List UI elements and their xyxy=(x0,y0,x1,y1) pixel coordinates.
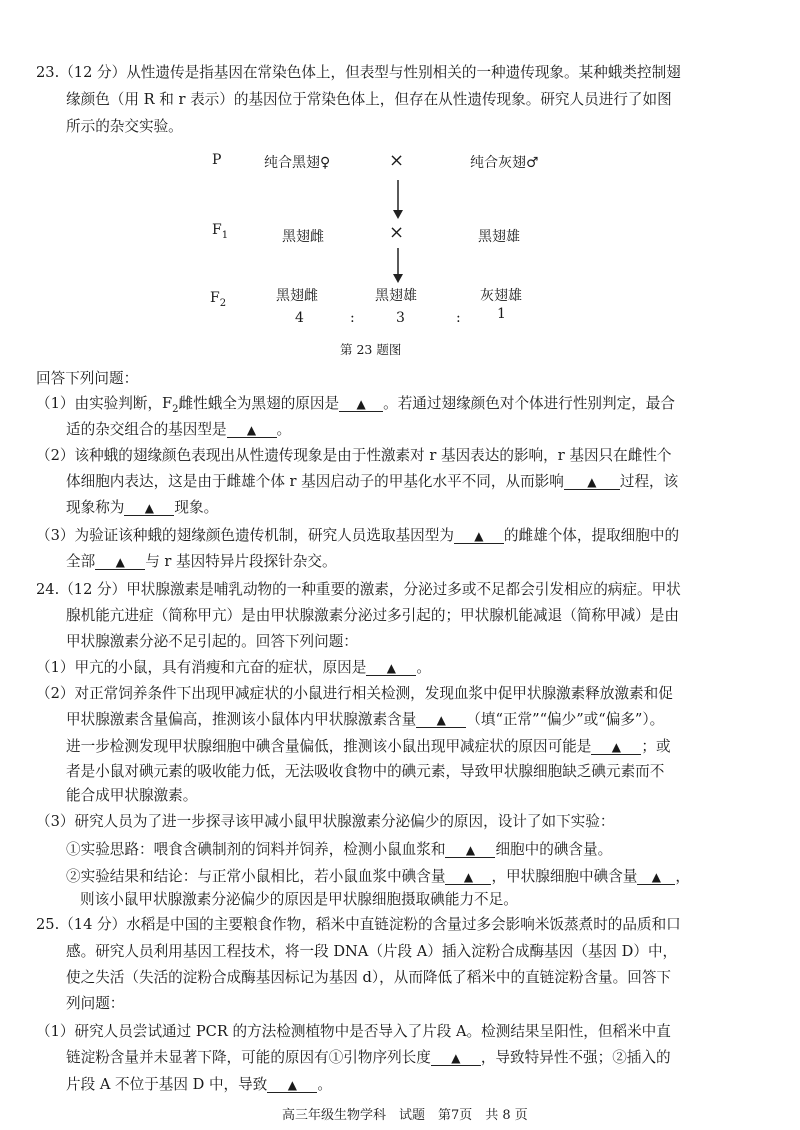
q23-intro-line-3: 所示的杂交实验。 xyxy=(66,118,183,135)
answer-blank: ▲ xyxy=(267,1078,317,1093)
arrow-down-icon xyxy=(390,178,406,220)
q25-intro-line-4: 列问题： xyxy=(66,995,125,1012)
q24-intro-line-3: 甲状腺激素分泌不足引起的。回答下列问题： xyxy=(66,633,358,650)
arrow-down-icon xyxy=(390,246,406,284)
answer-blank: ▲ xyxy=(95,555,145,570)
ratio-value: 3 xyxy=(396,310,405,326)
answer-blank: ▲ xyxy=(431,1051,481,1066)
q24-intro-line-1: 24.（12 分）甲状腺激素是哺乳动物的一种重要的激素，分泌过多或不足都会引发相应的病症。甲状 xyxy=(36,581,681,598)
q24-intro-line-2: 腺机能亢进症（简称甲亢）是由甲状腺激素分泌过多引起的；甲状腺机能减退（简称甲减）是由 xyxy=(66,607,679,624)
q25-intro-line-3: 使之失活（失活的淀粉合成酶基因标记为基因 d），从而降低了稻米中的直链淀粉含量。回答下 xyxy=(66,969,672,986)
q25-intro-line-2: 感。研究人员利用基因工程技术，将一段 DNA（片段 A）插入淀粉合成酶基因（基因 D）中， xyxy=(66,943,678,960)
q23-sub3-line-2: 全部 ▲ 与 r 基因特异片段探针杂交。 xyxy=(66,553,337,570)
q23-sub2-line-1: （2）该种蛾的翅缘颜色表现出从性遗传现象是由于性激素对 r 基因表达的影响，r 基因只在雌性个 xyxy=(36,447,672,464)
q23-intro-line-1: 23.（12 分）从性遗传是指基因在常染色体上，但表型与性别相关的一种遗传现象。某种蛾类控制翅 xyxy=(36,64,681,81)
q23-prompt: 回答下列问题： xyxy=(36,370,139,387)
generation-label-f2: $F_2$ xyxy=(210,290,227,309)
q25-sub1-line-3: 片段 A 不位于基因 D 中，导致 ▲ 。 xyxy=(66,1076,332,1093)
f1-male: 黑翅雄 xyxy=(478,229,520,245)
q24-sub2-line-3: 进一步检测发现甲状腺细胞中碘含量偏低，推测该小鼠出现甲减症状的原因可能是 ▲ ；或 xyxy=(66,738,671,755)
answer-blank: ▲ xyxy=(227,423,277,438)
q24-sub3-line-1: （3）研究人员为了进一步探寻该甲减小鼠甲状腺激素分泌偏少的原因，设计了如下实验： xyxy=(36,813,615,830)
q23-sub1-line-1: （1）由实验判断，$F_2$雌性蛾全为黑翅的原因是 ▲ 。若通过翅缘颜色对个体进行性别判定，最合 xyxy=(36,395,675,415)
p-female: 纯合黑翅♀ xyxy=(264,155,331,171)
f2-black-male: 黑翅雄 xyxy=(375,288,417,304)
q24-sub1: （1）甲亢的小鼠，具有消瘦和亢奋的症状，原因是 ▲ 。 xyxy=(36,659,431,676)
q24-sub2-line-5: 能合成甲状腺激素。 xyxy=(66,787,198,804)
q23-sub3-line-1: （3）为验证该种蛾的翅缘颜色遗传机制，研究人员选取基因型为 ▲ 的雌雄个体，提取细胞中的 xyxy=(36,527,680,544)
ratio-value: 4 xyxy=(295,310,304,326)
generation-label-p: P xyxy=(212,152,222,168)
page-footer: 高三年级生物学科 试题 第7页 共 8 页 xyxy=(282,1108,528,1123)
q24-sub2-line-4: 者是小鼠对碘元素的吸收能力低，无法吸收食物中的碘元素，导致甲状腺细胞缺乏碘元素而不 xyxy=(66,763,665,780)
ratio-colon: : xyxy=(456,310,461,326)
q24-sub2-line-2: 甲状腺激素含量偏高，推测该小鼠体内甲状腺激素含量 ▲ （填“正常”“偏少”或“偏多”）。 xyxy=(66,711,665,728)
ratio-colon: : xyxy=(350,310,355,326)
q23-sub2-line-2: 体细胞内表达，这是由于雌雄个体 r 基因启动子的甲基化水平不同，从而影响 ▲ 过程，该 xyxy=(66,473,679,490)
answer-blank: ▲ xyxy=(445,870,491,885)
f1-female: 黑翅雌 xyxy=(282,229,324,245)
q23-sub1-line-2: 适的杂交组合的基因型是 ▲ 。 xyxy=(66,421,292,438)
q25-sub1-line-1: （1）研究人员尝试通过 PCR 的方法检测植物中是否导入了片段 A。检测结果呈阳性，但稻米中直 xyxy=(36,1023,671,1040)
cross-symbol: × xyxy=(389,222,405,243)
q25-intro-line-1: 25.（14 分）水稻是中国的主要粮食作物，稻米中直链淀粉的含量过多会影响米饭蒸煮时的品质和口 xyxy=(36,916,681,933)
q25-sub1-line-2: 链淀粉含量并未显著下降，可能的原因有①引物序列长度 ▲ ，导致特异性不强；②插入的 xyxy=(66,1049,671,1066)
answer-blank: ▲ xyxy=(637,870,675,885)
f2-black-female: 黑翅雌 xyxy=(276,288,318,304)
answer-blank: ▲ xyxy=(564,475,620,490)
q24-sub3-line-4: 则该小鼠甲状腺激素分泌偏少的原因是甲状腺细胞摄取碘能力不足。 xyxy=(80,891,518,908)
q24-sub2-line-1: （2）对正常饲养条件下出现甲减症状的小鼠进行相关检测，发现血浆中促甲状腺激素释放激素和促 xyxy=(36,685,673,702)
generation-label-f1: $F_1$ xyxy=(212,222,229,241)
q23-intro-line-2: 缘颜色（用 R 和 r 表示）的基因位于常染色体上，但存在从性遗传现象。研究人员进行了如图 xyxy=(66,91,672,108)
q24-sub3-line-2: ①实验思路：喂食含碘制剂的饲料并饲养，检测小鼠血浆和 ▲ 细胞中的碘含量。 xyxy=(66,841,613,858)
answer-blank: ▲ xyxy=(416,713,466,728)
ratio-value: 1 xyxy=(497,306,506,322)
answer-blank: ▲ xyxy=(339,397,383,412)
answer-blank: ▲ xyxy=(124,501,174,516)
figure-caption: 第 23 题图 xyxy=(340,342,402,357)
answer-blank: ▲ xyxy=(366,661,416,676)
q23-sub2-line-3: 现象称为 ▲ 现象。 xyxy=(66,499,219,516)
q24-sub3-line-3: ②实验结果和结论：与正常小鼠相比，若小鼠血浆中碘含量 ▲ ，甲状腺细胞中碘含量 ▲ ， xyxy=(66,868,691,885)
answer-blank: ▲ xyxy=(591,740,641,755)
answer-blank: ▲ xyxy=(454,529,504,544)
f2-grey-male: 灰翅雄 xyxy=(480,288,522,304)
answer-blank: ▲ xyxy=(445,843,495,858)
cross-symbol: × xyxy=(389,150,405,171)
p-male: 纯合灰翅♂ xyxy=(470,155,539,171)
